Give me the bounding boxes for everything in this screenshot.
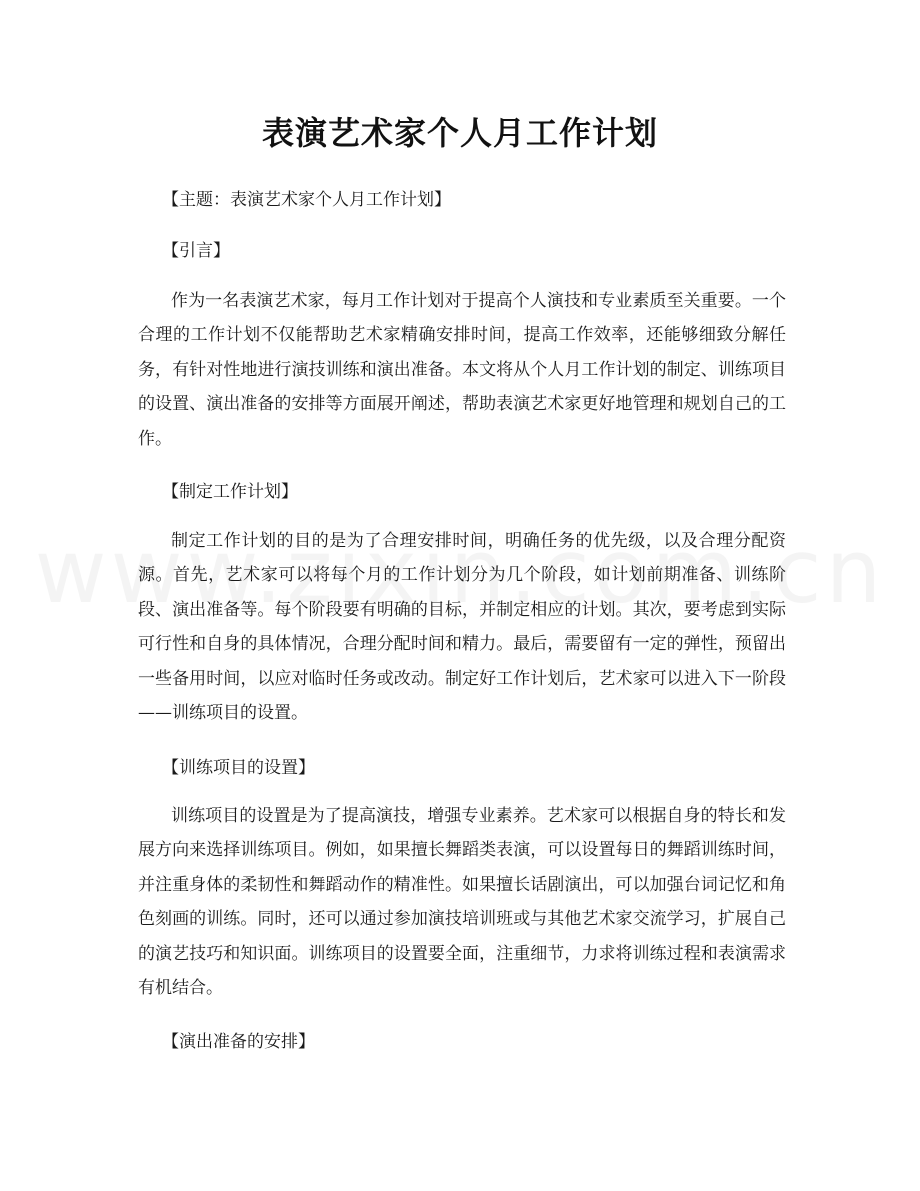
section-heading-intro: 【引言】 (162, 241, 230, 261)
section-body-plan: 制定工作计划的目的是为了合理安排时间，明确任务的优先级，以及合理分配资源。首先，艺术家可以将每个月的工作计划分为几个阶段，如计划前期准备、训练阶段、演出准备等。每个阶段要有明确的目标，并制定相应的计划。其次，要考虑到实际可行性和自身的具体情况，合理分配时间和精力。最后，需要留有一定的弹性，预留出一些备用时间，以应对临时任务或改动。制定好工作计划后，艺术家可以进入下一阶段——训练项目的设置。 (138, 531, 786, 724)
subject-heading: 【主题：表演艺术家个人月工作计划】 (162, 190, 451, 210)
section-body-intro: 作为一名表演艺术家，每月工作计划对于提高个人演技和专业素质至关重要。一个合理的工作计划不仅能帮助艺术家精确安排时间，提高工作效率，还能够细致分解任务，有针对性地进行演技训练和演出准备。本文将从个人月工作计划的制定、训练项目的设置、演出准备的安排等方面展开阐述，帮助表演艺术家更好地管理和规划自己的工作。 (138, 291, 786, 449)
section-heading-training: 【训练项目的设置】 (162, 758, 315, 778)
section-body-training: 训练项目的设置是为了提高演技，增强专业素养。艺术家可以根据自身的特长和发展方向来选择训练项目。例如，如果擅长舞蹈类表演，可以设置每日的舞蹈训练时间，并注重身体的柔韧性和舞蹈动作的精准性。如果擅长话剧演出，可以加强台词记忆和角色刻画的训练。同时，还可以通过参加演技培训班或与其他艺术家交流学习，扩展自己的演艺技巧和知识面。训练项目的设置要全面，注重细节，力求将训练过程和表演需求有机结合。 (138, 806, 786, 999)
section-heading-performance: 【演出准备的安排】 (162, 1032, 315, 1052)
section-heading-plan: 【制定工作计划】 (162, 482, 298, 502)
document-title: 表演艺术家个人月工作计划 (261, 114, 658, 152)
